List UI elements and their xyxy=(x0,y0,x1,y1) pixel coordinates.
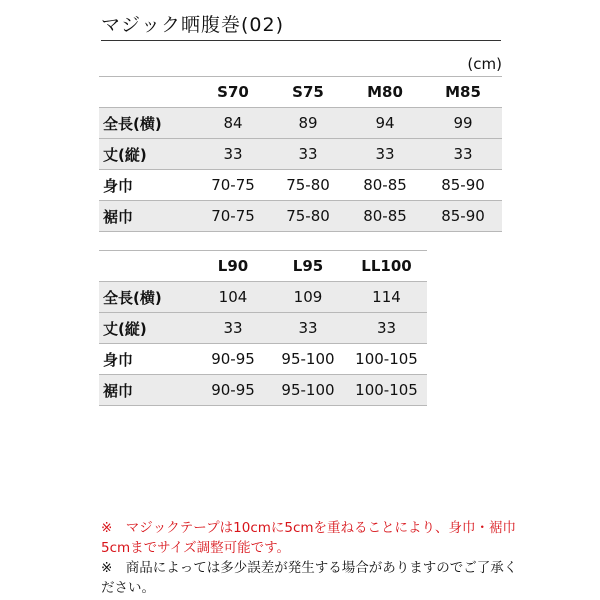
table-cell: 33 xyxy=(270,313,346,344)
table-header-row xyxy=(99,251,427,282)
header-cell: M80 xyxy=(346,77,424,108)
table-cell: 84 xyxy=(196,108,270,139)
table-cell: 70-75 xyxy=(196,170,270,201)
size-table-1 xyxy=(99,76,502,232)
header-cell: LL100 xyxy=(346,251,427,282)
table-row xyxy=(99,108,502,139)
table-cell: 70-75 xyxy=(196,201,270,232)
table-cell: 90-95 xyxy=(196,375,270,406)
table-row xyxy=(99,282,427,313)
table-cell: 100-105 xyxy=(346,344,427,375)
header-cell: M85 xyxy=(424,77,502,108)
table-cell: 94 xyxy=(346,108,424,139)
header-cell: L90 xyxy=(196,251,270,282)
table-cell: 33 xyxy=(196,139,270,170)
table-cell: 33 xyxy=(270,139,346,170)
table-cell: 33 xyxy=(424,139,502,170)
row-label: 全長(横) xyxy=(99,282,196,313)
table-cell: 33 xyxy=(346,139,424,170)
header-cell xyxy=(99,77,196,108)
table-row xyxy=(99,313,427,344)
row-label: 裾巾 xyxy=(99,375,196,406)
row-label: 全長(横) xyxy=(99,108,196,139)
header-cell: L95 xyxy=(270,251,346,282)
table-cell: 85-90 xyxy=(424,201,502,232)
table-cell: 95-100 xyxy=(270,344,346,375)
table-row xyxy=(99,201,502,232)
header-cell: S75 xyxy=(270,77,346,108)
table-cell: 90-95 xyxy=(196,344,270,375)
table-row xyxy=(99,375,427,406)
row-label: 裾巾 xyxy=(99,201,196,232)
table-cell: 80-85 xyxy=(346,201,424,232)
table-cell: 80-85 xyxy=(346,170,424,201)
tolerance-note: ※ 商品によっては多少誤差が発生する場合がありますのでご了承ください。 xyxy=(101,560,518,596)
table-cell: 33 xyxy=(196,313,270,344)
table-cell: 109 xyxy=(270,282,346,313)
header-cell: S70 xyxy=(196,77,270,108)
row-label: 身巾 xyxy=(99,344,196,375)
table-cell: 89 xyxy=(270,108,346,139)
table-cell: 75-80 xyxy=(270,170,346,201)
table-cell: 99 xyxy=(424,108,502,139)
table-cell: 114 xyxy=(346,282,427,313)
row-label: 丈(縦) xyxy=(99,139,196,170)
table-cell: 95-100 xyxy=(270,375,346,406)
table-cell: 104 xyxy=(196,282,270,313)
table-row xyxy=(99,344,427,375)
table-cell: 33 xyxy=(346,313,427,344)
table-cell: 75-80 xyxy=(270,201,346,232)
page-title: マジック晒腹巻(02) xyxy=(101,10,501,41)
table-row xyxy=(99,139,502,170)
adjustment-note: ※ マジックテープは10cmに5cmを重ねることにより、身巾・裾巾5cmまでサイズ調整可能です。 xyxy=(101,520,517,556)
table-cell: 100-105 xyxy=(346,375,427,406)
row-label: 丈(縦) xyxy=(99,313,196,344)
unit-label: (cm) xyxy=(467,55,502,73)
header-cell xyxy=(99,251,196,282)
table-cell: 85-90 xyxy=(424,170,502,201)
table-row xyxy=(99,170,502,201)
table-header-row xyxy=(99,77,502,108)
row-label: 身巾 xyxy=(99,170,196,201)
size-table-2 xyxy=(99,250,427,406)
